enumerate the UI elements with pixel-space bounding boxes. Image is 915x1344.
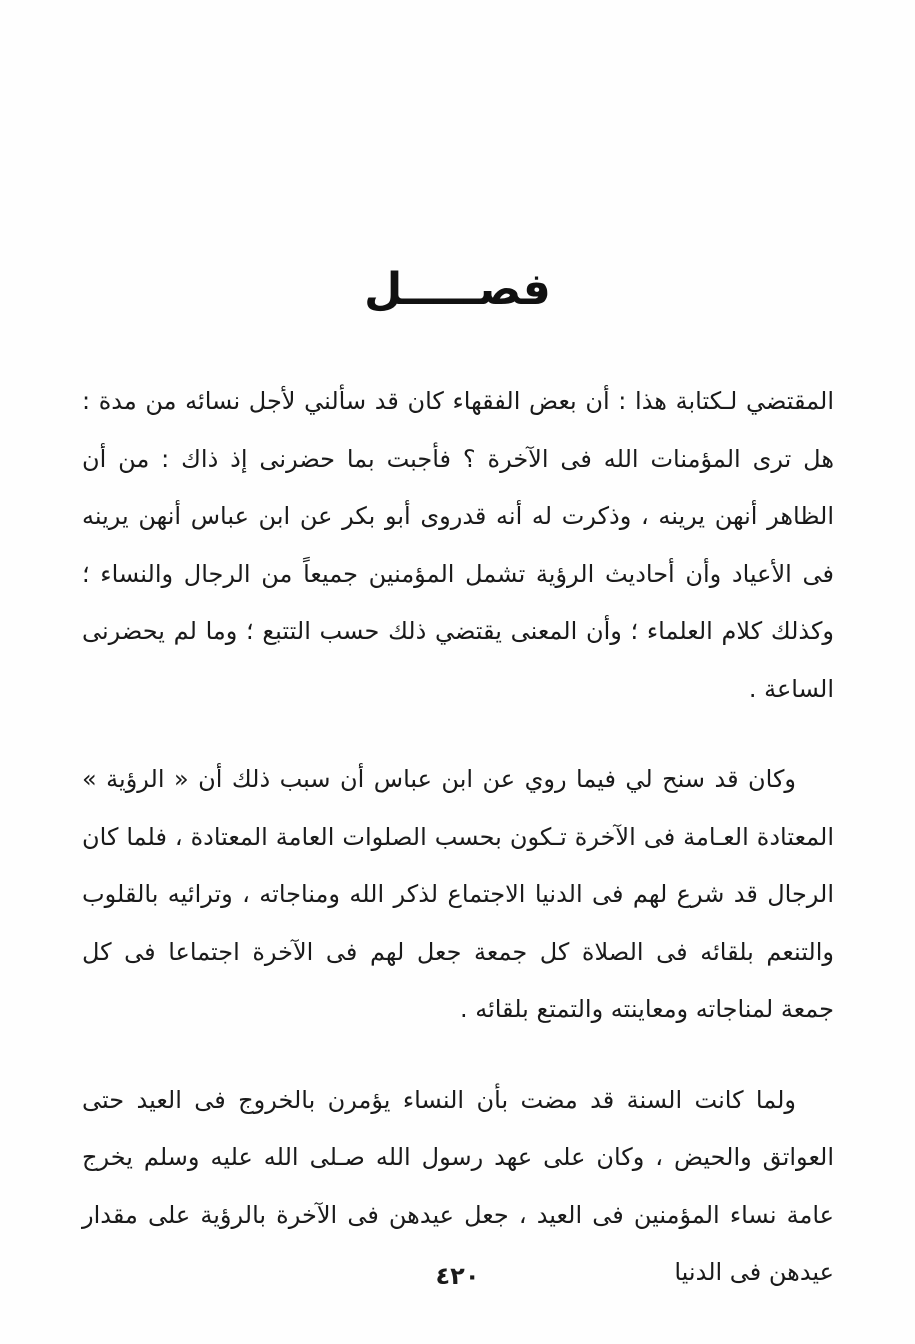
paragraph-2: وكان قد سنح لي فيما روي عن ابن عباس أن سبب ذلك أن « الرؤية » المعتادة العـامة فى الآخرة تـكون بحسب الصلوات العامة المعتادة ، فلما كان الرجال قد شرع لهم فى الدنيا الاجتماع لذكر الله ومناجاته ، وترائيه بالقلوب والتنعم بلقائه فى الصلاة كل جمعة جعل لهم فى الآخرة اجتماعا فى كل جمعة لمناجاته ومعاينته والتمتع بلقائه .	[82, 765, 834, 1023]
section-heading: فصـــــل	[364, 264, 551, 315]
paragraph-3: ولما كانت السنة قد مضت بأن النساء يؤمرن بالخروج فى العيد حتى العواتق والحيض ، وكان على عهد رسول الله صـلى الله عليه وسلم يخرج عامة نساء المؤمنين فى العيد ، جعل عيدهن فى الآخرة بالرؤية على مقدار عيدهن فى الدنيا	[82, 1085, 834, 1286]
page-number: ٤٢٠	[435, 1262, 480, 1290]
body-text	[82, 373, 834, 1335]
paragraph-1: المقتضي لـكتابة هذا : أن بعض الفقهاء كان قد سألني لأجل نسائه من مدة : هل ترى المؤمنات الله فى الآخرة ؟ فأجبت بما حضرنى إذ ذاك : من أن الظاهر أنهن يرينه ، وذكرت له أنه قدروى أبو بكر عن ابن عباس أنهن يرينه فى الأعياد وأن أحاديث الرؤية تشمل المؤمنين جميعاً من الرجال والنساء ؛ وكذلك كلام العلماء ؛ وأن المعنى يقتضي ذلك حسب التتبع ؛ وما لم يحضرنى الساعة .	[82, 387, 834, 703]
